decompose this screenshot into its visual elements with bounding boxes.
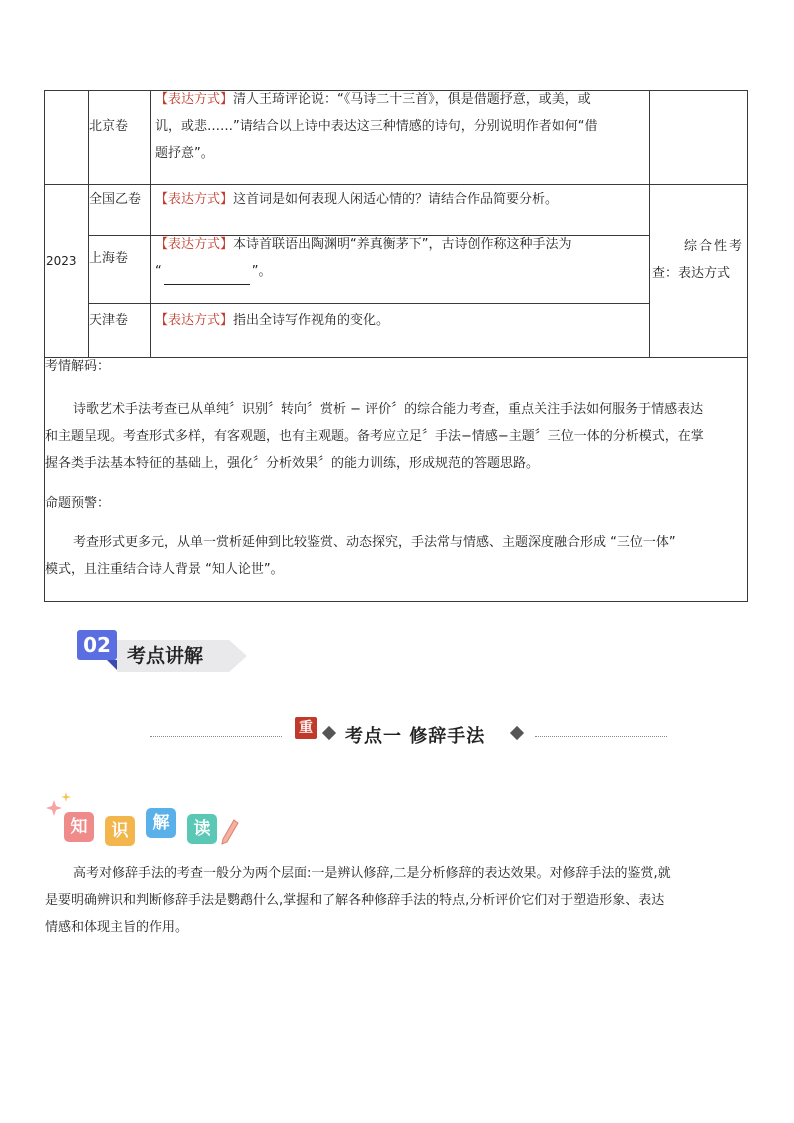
- paragraph-line: 情感和体现主旨的作用。: [45, 920, 189, 935]
- pencil-icon: [220, 818, 240, 846]
- question-tag: 【表达方式】: [155, 92, 234, 107]
- yujing-paragraph: [45, 529, 747, 583]
- table-row-divider: [88, 303, 650, 304]
- summary-cell: [652, 233, 746, 287]
- zhishi-tile: 读: [187, 814, 217, 844]
- diamond-icon: [322, 726, 336, 740]
- quote-close: ”。: [251, 264, 272, 279]
- question-line: 讥，或悲……”请结合以上诗中表达这三种情感的诗句，分别说明作者如何“借: [155, 119, 598, 134]
- diamond-icon: [510, 726, 524, 740]
- key-point-badge: 重: [295, 717, 317, 739]
- zhishi-tile: 解: [146, 808, 176, 838]
- divider-right: [535, 736, 667, 737]
- year-cell: 2023: [46, 254, 77, 268]
- paragraph-line: 高考对修辞手法的考查一般分为两个层面:一是辨认修辞,二是分析修辞的表达效果。对修辞手法的鉴赏,就: [73, 866, 671, 881]
- paragraph-line: 诗歌艺术手法考查已从单纯〞识别〞转向〞赏析 − 评价〞的综合能力考查，重点关注手法如何服务于情感表达: [73, 402, 704, 417]
- section-title: 考点讲解: [117, 640, 229, 672]
- yujing-title: 命题预警：: [45, 496, 111, 511]
- paragraph-line: 是要明确辨识和判断修辞手法是鹦鹉什么,掌握和了解各种修辞手法的特点,分析评价它们对于塑造形象、表达: [45, 893, 665, 908]
- body-paragraph: [45, 860, 745, 941]
- jiedu-title: 考情解码：: [45, 359, 111, 374]
- region-cell: 上海卷: [89, 251, 129, 266]
- question-tag: 【表达方式】: [155, 313, 234, 328]
- question-line: 本诗首联语出陶渊明“养真衡茅下”，古诗创作称这种手法为: [233, 237, 572, 252]
- paragraph-line: 考查形式更多元，从单一赏析延伸到比较鉴赏、动态探究，手法常与情感、主题深度融合形成 “三位一体”: [73, 535, 676, 550]
- paragraph-line: 和主题呈现。考查形式多样，有客观题，也有主观题。备考应立足〞手法−情感−主题〞三位一体的分析模式，在掌: [45, 429, 704, 444]
- question-text: [155, 307, 389, 334]
- zhishi-tile: 知: [64, 812, 94, 842]
- region-cell: 天津卷: [89, 313, 129, 328]
- summary-line: 综合性考: [683, 239, 744, 254]
- question-line: 题抒意”。: [155, 146, 214, 161]
- region-cell: 北京卷: [89, 119, 129, 134]
- table-col-divider: [649, 90, 650, 358]
- paragraph-line: 模式，且注重结合诗人背景 “知人论世”。: [45, 562, 284, 577]
- divider-left: [150, 736, 282, 737]
- zhishi-tile: 识: [105, 816, 135, 846]
- region-cell: 全国乙卷: [89, 192, 142, 207]
- question-tag: 【表达方式】: [155, 237, 234, 252]
- table-col-divider: [150, 90, 151, 358]
- quote-open: “: [155, 264, 162, 279]
- question-text: [155, 86, 645, 167]
- question-tag: 【表达方式】: [155, 192, 234, 207]
- table-border-bottom: [44, 601, 748, 602]
- question-line: 指出全诗写作视角的变化。: [233, 313, 390, 328]
- fill-blank: [164, 270, 250, 285]
- table-border-left: [44, 90, 45, 602]
- paragraph-line: 握各类手法基本特征的基础上，强化〞分析效果〞的能力训练，形成规范的答题思路。: [45, 456, 540, 471]
- badge-fold-icon: [107, 660, 117, 670]
- summary-line: 查：表达方式: [652, 266, 731, 281]
- question-text: [155, 231, 645, 285]
- jiedu-paragraph: [45, 396, 747, 477]
- question-line: 这首词是如何表现人闲适心情的？请结合作品简要分析。: [233, 192, 559, 207]
- question-line: 清人王琦评论说：“《马诗二十三首》，俱是借题抒意，或美，或: [233, 92, 591, 107]
- table-border-right: [747, 90, 748, 602]
- section-number-badge: 02: [77, 630, 117, 660]
- kaodian-title: 考点一 修辞手法: [345, 726, 486, 747]
- question-text: [155, 186, 558, 213]
- banner-arrow-icon: [229, 640, 247, 672]
